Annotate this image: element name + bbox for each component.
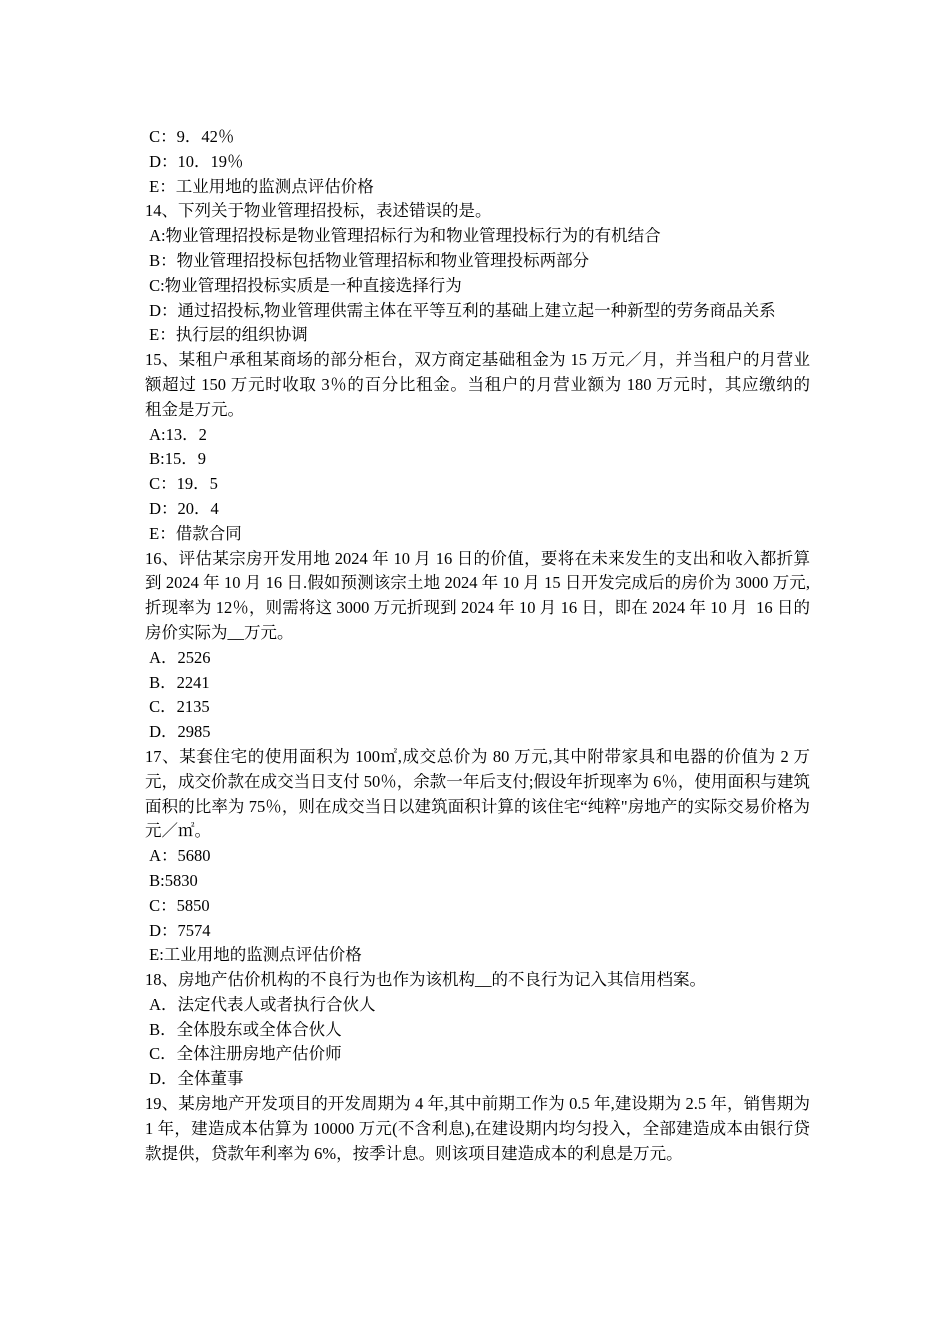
question-text: 15、某租户承租某商场的部分柜台，双方商定基础租金为 15 万元／月，并当租户的月营业额超过 150 万元时收取 3％的百分比租金。当租户的月营业额为 180 万元时，其应缴纳的 租金是万元。 (145, 350, 831, 419)
answer-option: C：19．5 (145, 474, 218, 494)
answer-option: E：工业用地的监测点评估价格 (145, 176, 374, 196)
answer-option: C．全体注册房地产估价师 (145, 1044, 342, 1064)
document-page (145, 125, 831, 1166)
question-text: 16、评估某宗房开发用地 2024 年 10 月 16 日的价值，要将在未来发生的支出和收入都折算到 2024 年 10 月 16 日.假如预测该宗土地 2024 年 10 月 15 日开发完成后的房价为 3000 万元,折现率为 12％，则需将这 3000 万元折现到 2024 年 10 月 16 日，即在 2024 年 10 月 16 日的房价实际为__万元。 (145, 548, 810, 642)
answer-option: A:13．2 (145, 424, 207, 444)
answer-option: E:工业用地的监测点评估价格 (145, 945, 362, 965)
answer-option: A．2526 (145, 647, 211, 667)
answer-option: B:5830 (145, 870, 198, 890)
answer-option: B：物业管理招投标包括物业管理招标和物业管理投标两部分 (145, 250, 590, 270)
question-text: 18、房地产估价机构的不良行为也作为该机构__的不良行为记入其信用档案。 (145, 970, 706, 990)
question-text: 17、某套住宅的使用面积为 100㎡,成交总价为 80 万元,其中附带家具和电器的价值为 2 万元，成交价款在成交当日支付 50％，余款一年后支付;假设年折现率为 6％，使用面积与建筑面积的比率为 75％，则在成交当日以建筑面积计算的该住宅“纯粹"房地产的实际交易价格为元／㎡。 (145, 746, 810, 841)
answer-option: A．法定代表人或者执行合伙人 (145, 994, 376, 1014)
answer-option: A:物业管理招投标是物业管理招标行为和物业管理投标行为的有机结合 (145, 226, 661, 246)
answer-option: C：9．42％ (145, 127, 235, 146)
answer-option: A：5680 (145, 846, 211, 866)
answer-option: B．2241 (145, 672, 210, 692)
answer-option: B．全体股东或全体合伙人 (145, 1019, 342, 1039)
question-text: 14、下列关于物业管理招投标，表述错误的是。 (145, 201, 492, 221)
question-text: 19、某房地产开发项目的开发周期为 4 年,其中前期工作为 0.5 年,建设期为 2.5 年，销售期为 1 年，建造成本估算为 10000 万元(不含利息),在建设期内均匀投入，全部建造成本由银行贷款提供，贷款年利率为 6%，按季计息。则该项目建造成本的利息是万元。 (145, 1094, 815, 1163)
answer-option: D．2985 (145, 722, 211, 742)
question-text: D：通过招投标,物业管理供需主体在平等互利的基础上建立起一种新型的劳务商品关系 (145, 300, 776, 320)
answer-option: D：20．4 (145, 498, 219, 518)
answer-option: B:15．9 (145, 449, 206, 469)
answer-option: C：5850 (145, 895, 210, 915)
answer-option: C:物业管理招投标实质是一种直接选择行为 (145, 275, 462, 295)
answer-option: E：借款合同 (145, 523, 242, 543)
answer-option: D．全体董事 (145, 1069, 244, 1089)
answer-option: D：7574 (145, 920, 211, 940)
answer-option: E：执行层的组织协调 (145, 325, 308, 345)
answer-option: D：10．19％ (145, 151, 244, 171)
answer-option: C．2135 (145, 697, 210, 717)
